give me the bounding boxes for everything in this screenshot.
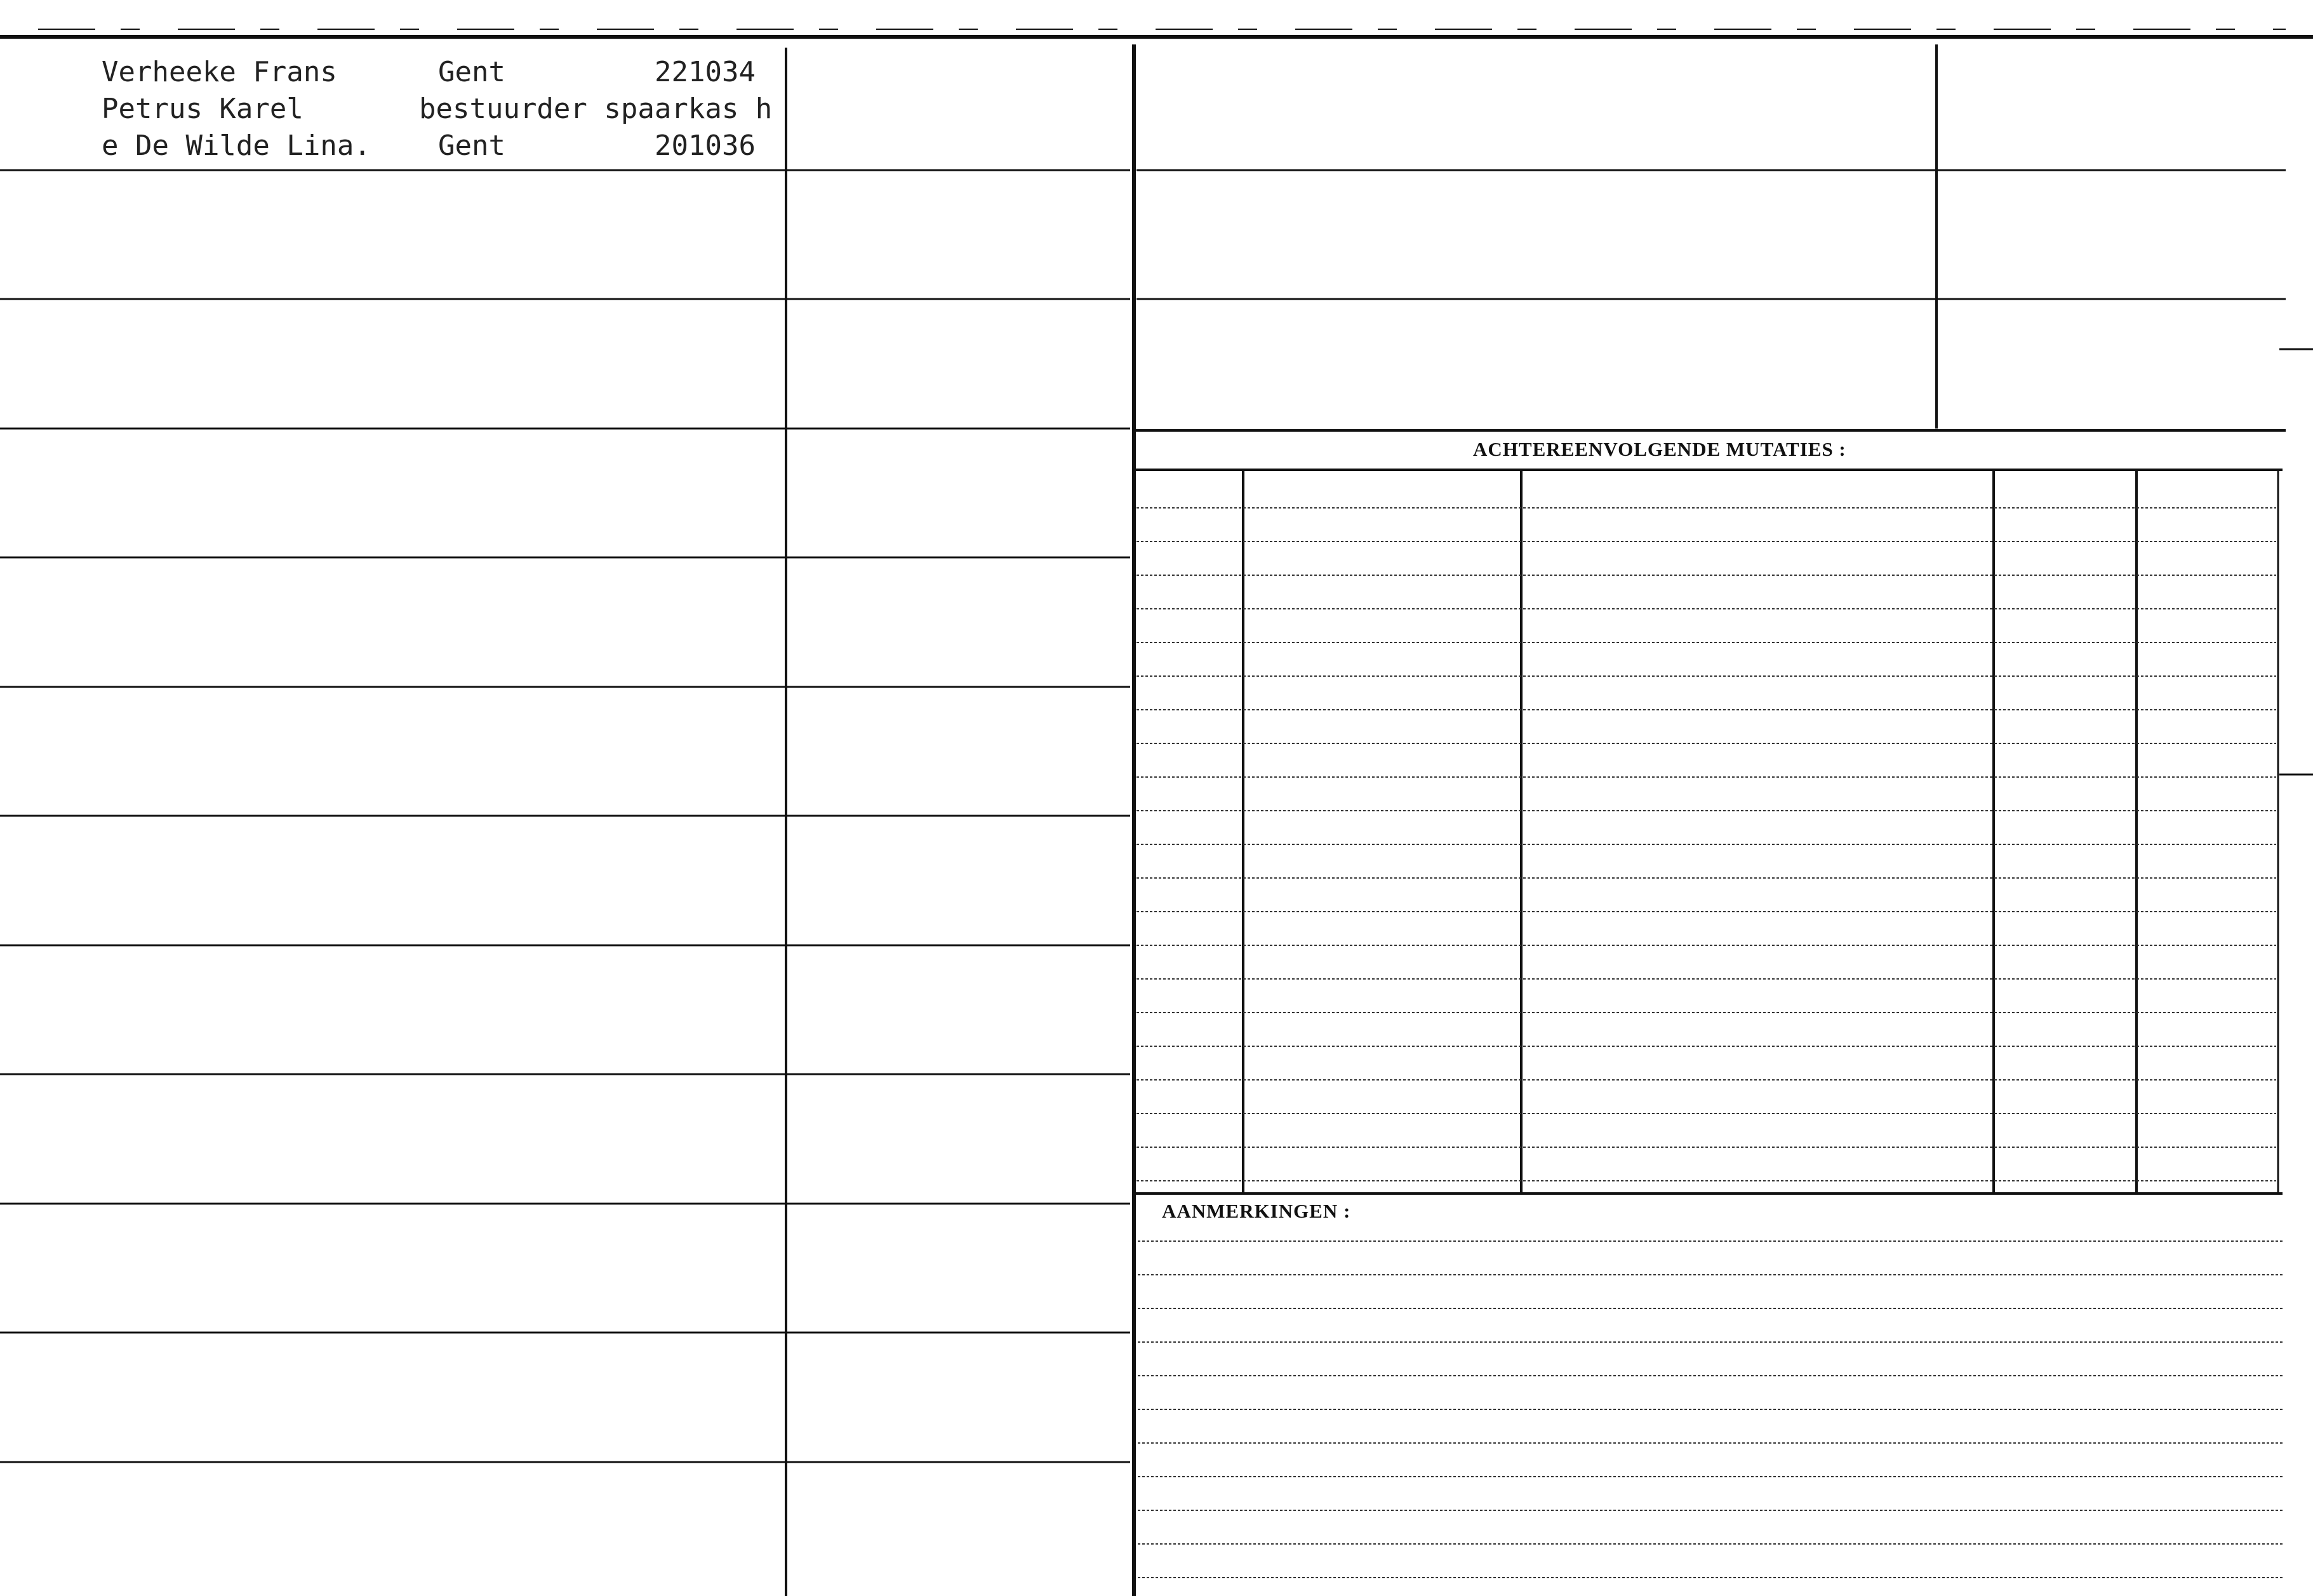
entry-name-line-2: Petrus Karel [102, 93, 303, 125]
mutations-dotted-rows [1137, 508, 2276, 1181]
entry-date-2: 201036 [655, 130, 756, 162]
mutations-heading: ACHTEREENVOLGENDE MUTATIES : [1473, 438, 1846, 460]
entry-place-2: Gent [438, 130, 505, 162]
mutations-table [1134, 470, 2283, 1194]
entry-date-1: 221034 [655, 56, 756, 88]
top-rule [0, 29, 2313, 37]
person-entry [102, 56, 772, 162]
remarks-heading: AANMERKINGEN : [1162, 1200, 1351, 1222]
entry-occupation: bestuurder spaarkas h [419, 93, 773, 125]
entry-name-line-3: e De Wilde Lina. [102, 130, 371, 162]
left-grid-rows [0, 170, 1130, 1462]
remarks-dotted-lines [1138, 1241, 2283, 1578]
left-grid-columns [786, 44, 1134, 1596]
entry-name-line-1: Verheeke Frans [102, 56, 337, 88]
entry-place-1: Gent [438, 56, 505, 88]
